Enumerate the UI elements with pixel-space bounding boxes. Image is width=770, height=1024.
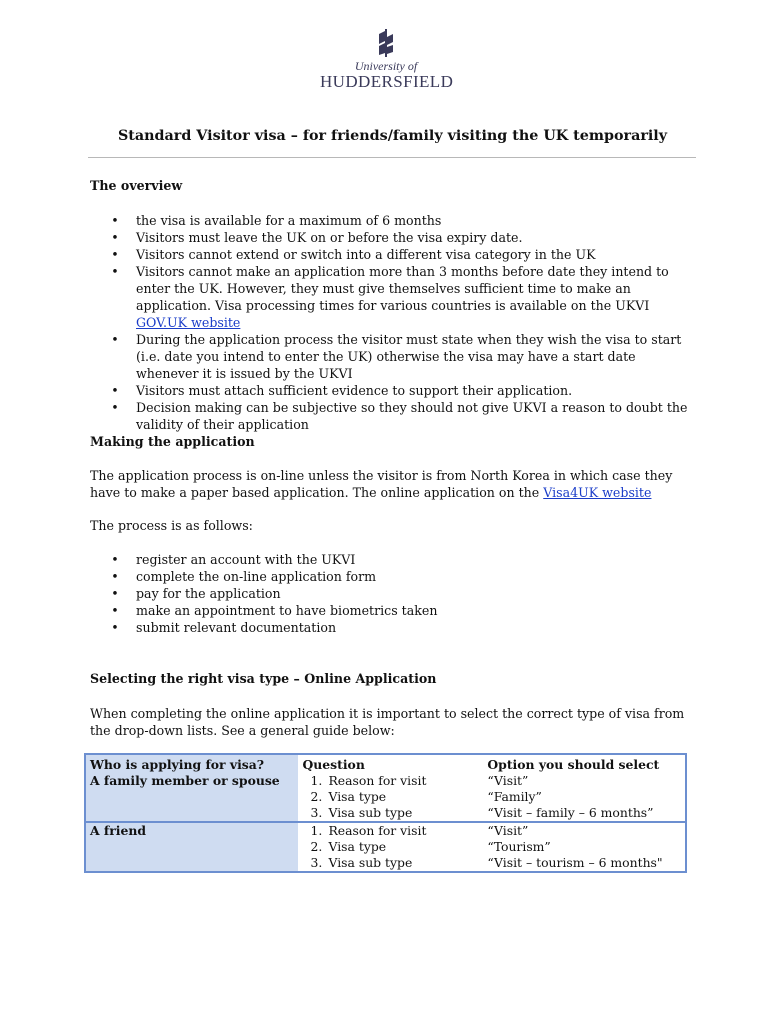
list-item: • submit relevant documentation (111, 620, 337, 635)
application-paragraph: The application process is on-line unless the visitor is from North Korea in which case they have to make a paper based application. The online application on the Visa4UK website (90, 468, 673, 500)
bullet-icon: • (111, 332, 119, 347)
bullet-icon: • (111, 247, 119, 262)
bullet-icon: • (111, 603, 119, 618)
selecting-visa-heading: Selecting the right visa type – Online Application (90, 671, 437, 686)
table-row (85, 773, 686, 822)
list-item: • Visitors cannot make an application more than 3 months before date they intend to enter the UK. However, they must give themselves sufficient time to make an application. Visa processing times for various countries is available on the UKVI GOV.UK website (111, 264, 669, 330)
table-header-row (85, 754, 686, 773)
visa-guide-table (84, 753, 687, 873)
bullet-icon: • (111, 383, 119, 398)
university-logo (320, 28, 452, 91)
header-who: Who is applying for visa? (85, 754, 298, 773)
page-title: Standard Visitor visa – for friends/family visiting the UK temporarily (117, 128, 668, 144)
list-item: • Visitors must attach sufficient evidence to support their application. (111, 383, 573, 398)
question-list: 1. Reason for visit 2. Visa type 3. Visa sub type (310, 773, 427, 820)
bullet-icon: • (111, 620, 119, 635)
bullet-icon: • (111, 264, 119, 279)
list-item: • Visitors must leave the UK on or before the visa expiry date. (111, 230, 523, 245)
list-item: • the visa is available for a maximum of 6 months (111, 213, 442, 228)
crest-icon (376, 28, 396, 58)
row-who: A family member or spouse (85, 773, 298, 822)
option-list: “Visit” “Family” “Visit – family – 6 months” (487, 773, 654, 820)
logo-line-1: University of (354, 59, 418, 73)
row-who: A friend (85, 822, 298, 872)
logo-line-2: HUDDERSFIELD (320, 72, 454, 91)
header-option: Option you should select (487, 757, 660, 772)
list-item: • Visitors cannot extend or switch into a different visa category in the UK (111, 247, 596, 262)
process-steps-list (110, 551, 700, 636)
overview-heading: The overview (90, 178, 183, 193)
bullet-icon: • (111, 400, 119, 415)
table-row (85, 822, 686, 872)
list-item: • Decision making can be subjective so they should not give UKVI a reason to doubt the validity of their application (111, 400, 688, 432)
header-question: Question (302, 757, 365, 772)
list-item: • make an appointment to have biometrics taken (111, 603, 438, 618)
making-application-heading: Making the application (90, 434, 255, 449)
gov-uk-link[interactable]: GOV.UK website (136, 315, 241, 330)
bullet-icon: • (111, 230, 119, 245)
visa4uk-link[interactable]: Visa4UK website (543, 485, 652, 500)
overview-bullet-list (110, 212, 700, 433)
list-item: • complete the on-line application form (111, 569, 377, 584)
selecting-paragraph: When completing the online application it is important to select the correct type of visa from the drop-down lists. See a general guide below: (90, 706, 685, 738)
bullet-icon: • (111, 552, 119, 567)
list-item: • pay for the application (111, 586, 281, 601)
option-list: “Visit” “Tourism” “Visit – tourism – 6 months" (487, 823, 663, 870)
bullet-icon: • (111, 213, 119, 228)
bullet-icon: • (111, 586, 119, 601)
question-list: 1. Reason for visit 2. Visa type 3. Visa sub type (310, 823, 427, 870)
list-item: • During the application process the visitor must state when they wish the visa to start (i.e. date you intend to enter the UK) otherwise the visa may have a start date whenever it is issued by the UKVI (111, 332, 682, 381)
bullet-icon: • (111, 569, 119, 584)
title-divider (88, 157, 696, 158)
process-intro: The process is as follows: (90, 518, 253, 533)
list-item: • register an account with the UKVI (111, 552, 356, 567)
